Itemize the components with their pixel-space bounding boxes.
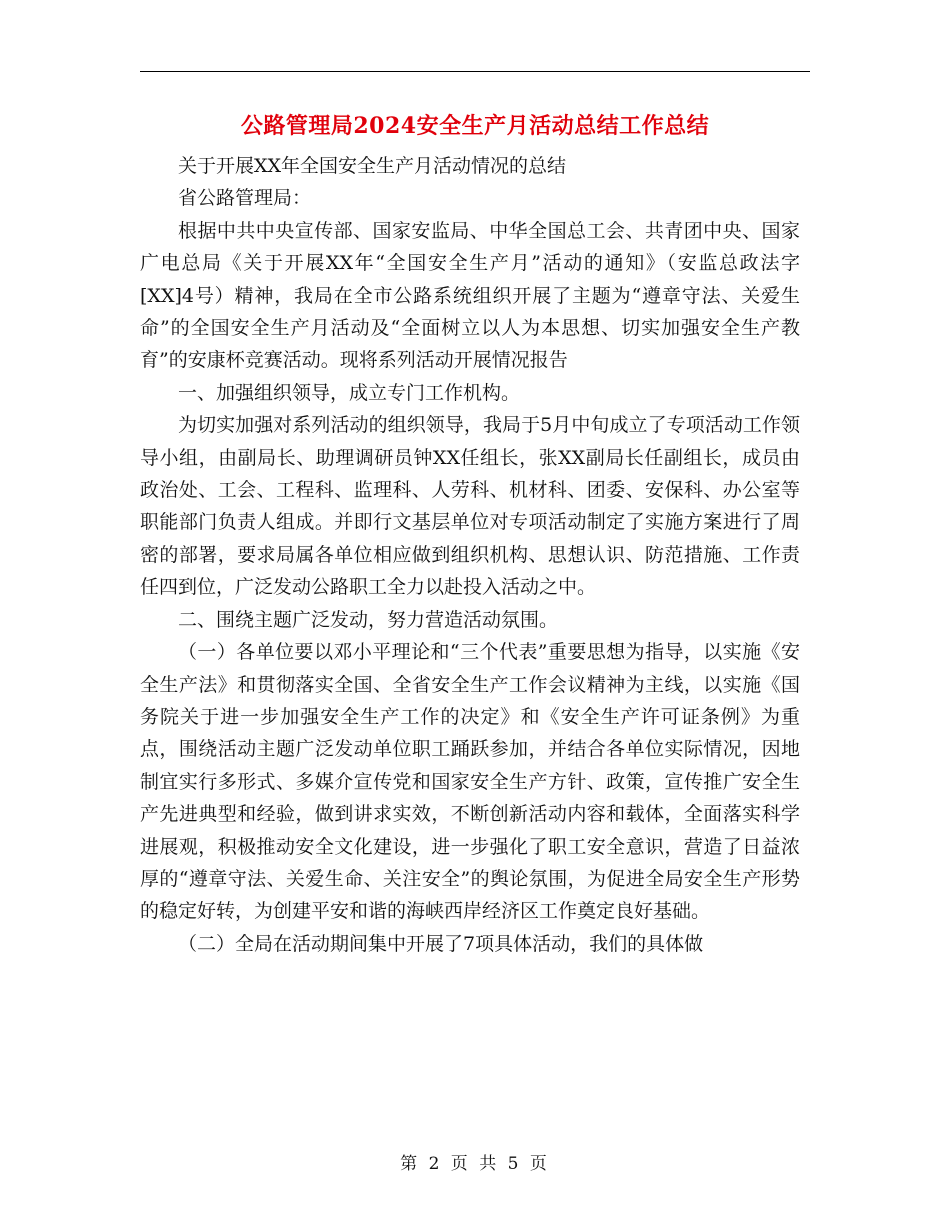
page-number-footer: 第 2 页 共 5 页 — [400, 1154, 550, 1174]
document-title: 公路管理局2024安全生产月活动总结工作总结 — [240, 113, 710, 139]
document-body — [140, 150, 800, 960]
paragraph-subject: 关于开展XX年全国安全生产月活动情况的总结 — [178, 155, 567, 177]
paragraph-addressee: 省公路管理局： — [178, 187, 312, 210]
section-heading-2: 二、围绕主题广泛发动，努力营造活动氛围。 — [178, 608, 559, 631]
header-rule — [140, 71, 810, 72]
paragraph-section-2-part-1: （一）各单位要以邓小平理论和“三个代表”重要思想为指导，以实施《安全生产法》和贯彻落实全国、全省安全生产工作会议精神为主线，以实施《国务院关于进一步加强安全生产工作的决定》和《安全生产许可证条例》为重点，围绕活动主题广泛发动单位职工踊跃参加，并结合各单位实际情况，因地制宜实行多形式、多媒介宣传党和国家安全生产方针、政策，宣传推广安全生产先进典型和经验，做到讲求实效，不断创新活动内容和载体，全面落实科学进展观，积极推动安全文化建设，进一步强化了职工安全意识，营造了日益浓厚的“遵章守法、关爱生命、关注安全”的舆论氛围，为促进全局安全生产形势的稳定好转，为创建平安和谐的海峡西岸经济区工作奠定良好基础。 — [140, 641, 800, 923]
section-heading-1: 一、加强组织领导，成立专门工作机构。 — [178, 381, 521, 404]
paragraph-section-1: 为切实加强对系列活动的组织领导，我局于5月中旬成立了专项活动工作领导小组，由副局长、助理调研员钟XX任组长，张XX副局长任副组长，成员由政治处、工会、工程科、监理科、人劳科、机材科、团委、安保科、办公室等职能部门负责人组成。并即行文基层单位对专项活动制定了实施方案进行了周密的部署，要求局属各单位相应做到组织机构、思想认识、防范措施、工作责任四到位，广泛发动公路职工全力以赴投入活动之中。 — [140, 414, 800, 599]
paragraph-intro: 根据中共中央宣传部、国家安监局、中华全国总工会、共青团中央、国家广电总局《关于开展XX年“全国安全生产月”活动的通知》（安监总政法字[XX]4号）精神，我局在全市公路系统组织开展了主题为“遵章守法、关爱生命”的全国安全生产月活动及“全面树立以人为本思想、切实加强安全生产教育”的安康杯竞赛活动。现将系列活动开展情况报告 — [140, 219, 800, 372]
paragraph-section-2-part-2: （二）全局在活动期间集中开展了7项具体活动，我们的具体做 — [178, 932, 704, 955]
